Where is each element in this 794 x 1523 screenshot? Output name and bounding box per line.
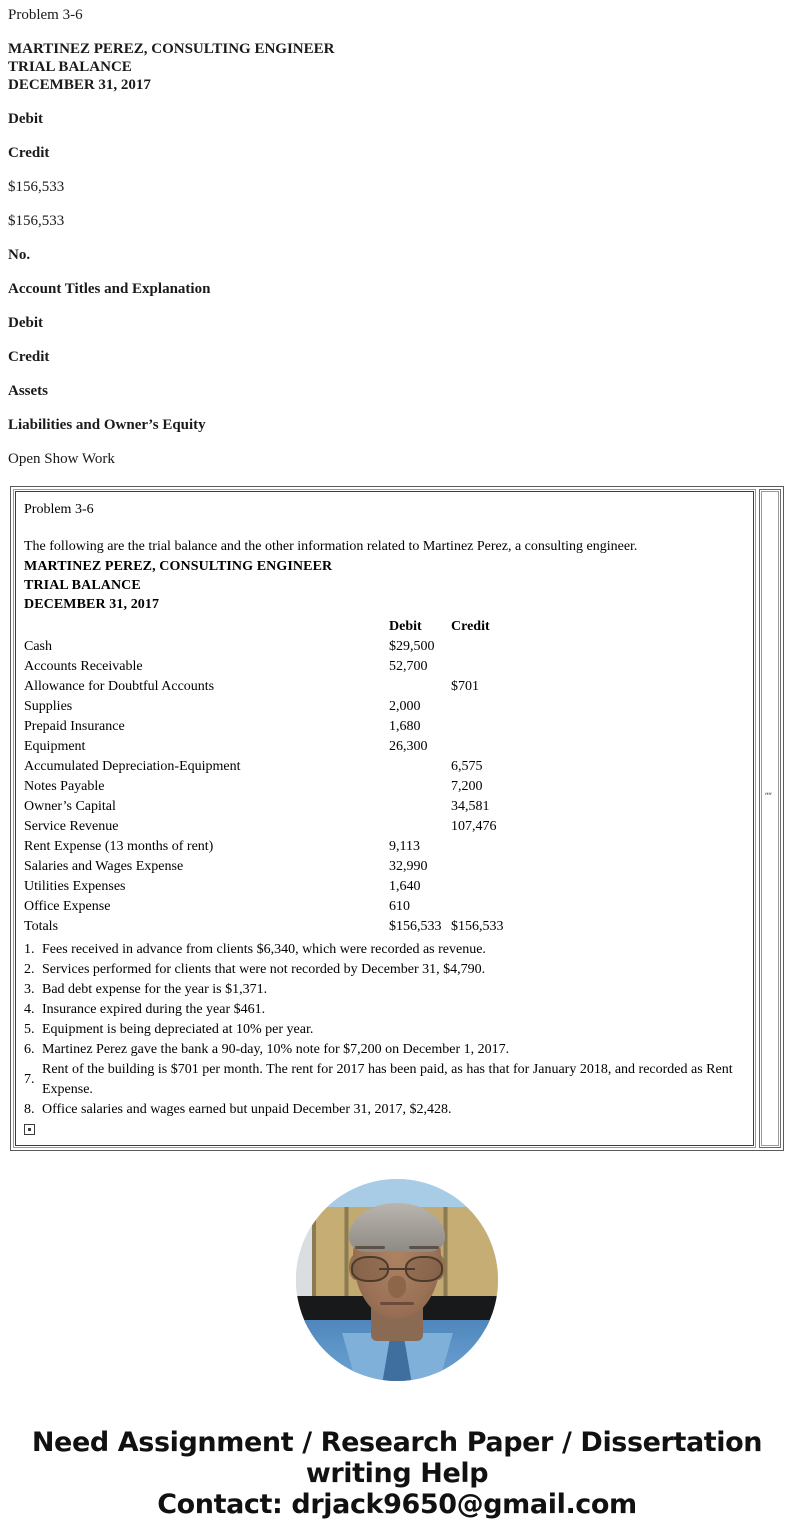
cell-account: Utilities Expenses — [24, 879, 126, 894]
outline-credit-label-2: Credit — [8, 349, 50, 365]
table-row — [24, 917, 531, 937]
avatar-eyebrow-right — [409, 1246, 439, 1249]
avatar-glasses-bridge — [379, 1268, 415, 1270]
list-item — [24, 960, 743, 980]
outline-assets-label: Assets — [8, 383, 48, 399]
cell-credit — [451, 657, 531, 677]
outline-heading-group — [8, 40, 794, 94]
list-item-number: 3. — [24, 982, 35, 997]
list-item-text: Services performed for clients that were not recorded by December 31, $4,790. — [42, 962, 486, 977]
doc-date: DECEMBER 31, 2017 — [24, 597, 160, 612]
list-item-text: Office salaries and wages earned but unpaid December 31, 2017, $2,428. — [42, 1102, 452, 1117]
doc-problem-title: Problem 3-6 — [24, 502, 94, 517]
cell-account: Supplies — [24, 699, 73, 714]
cell-credit: $156,533 — [451, 919, 504, 934]
cell-account: Owner’s Capital — [24, 799, 116, 814]
list-item — [24, 1040, 743, 1060]
cell-account: Totals — [24, 919, 59, 934]
list-item-number: 8. — [24, 1102, 35, 1117]
outline-company: MARTINEZ PEREZ, CONSULTING ENGINEER — [8, 41, 335, 57]
table-row — [24, 757, 531, 777]
cell-debit: $29,500 — [389, 639, 435, 654]
cell-debit — [389, 817, 451, 837]
list-item-text: Equipment is being depreciated at 10% per year. — [42, 1022, 314, 1037]
cell-account: Salaries and Wages Expense — [24, 859, 184, 874]
outline-liabilities-label: Liabilities and Owner’s Equity — [8, 417, 206, 433]
outline-statement: TRIAL BALANCE — [8, 59, 132, 75]
cell-credit — [451, 897, 531, 917]
table-row — [24, 637, 531, 657]
table-row — [24, 857, 531, 877]
end-of-content-marker — [24, 1124, 35, 1135]
problem-document-body — [15, 491, 754, 1146]
outline-no-label: No. — [8, 247, 31, 263]
cell-credit — [451, 737, 531, 757]
problem-document-frame — [10, 486, 784, 1151]
cell-debit: 32,990 — [389, 859, 428, 874]
cell-credit: 7,200 — [451, 779, 483, 794]
outline-credit-total: $156,533 — [8, 213, 65, 229]
list-item-text: Insurance expired during the year $461. — [42, 1002, 266, 1017]
document-scroll-rail-inner[interactable] — [761, 491, 779, 1146]
avatar-eyebrow-left — [355, 1246, 385, 1249]
list-item — [24, 980, 743, 1000]
doc-company: MARTINEZ PEREZ, CONSULTING ENGINEER — [24, 559, 333, 574]
outline-debit-label: Debit — [8, 111, 43, 127]
adjustments-list — [24, 940, 743, 1120]
list-item — [24, 1060, 743, 1100]
list-item-number: 6. — [24, 1042, 35, 1057]
cell-debit: $156,533 — [389, 919, 442, 934]
cell-account: Accumulated Depreciation-Equipment — [24, 759, 241, 774]
cell-account: Notes Payable — [24, 779, 105, 794]
col-debit: Debit — [389, 619, 422, 634]
list-item-text: Fees received in advance from clients $6,340, which were recorded as revenue. — [42, 942, 486, 957]
table-row — [24, 877, 531, 897]
table-row — [24, 737, 531, 757]
table-row — [24, 797, 531, 817]
list-item — [24, 940, 743, 960]
cell-credit — [451, 697, 531, 717]
outline-debit-total: $156,533 — [8, 179, 65, 195]
cell-account: Accounts Receivable — [24, 659, 143, 674]
outline-problem: Problem 3-6 — [8, 7, 83, 23]
cell-debit: 9,113 — [389, 839, 420, 854]
trial-balance-rows — [24, 637, 531, 937]
problem-document-frame-inner — [13, 489, 756, 1148]
list-item-number: 4. — [24, 1002, 35, 1017]
avatar-container — [0, 1179, 794, 1381]
table-row — [24, 817, 531, 837]
trial-balance-table — [24, 617, 531, 937]
cell-debit: 52,700 — [389, 659, 428, 674]
promo-line-2: writing Help — [305, 1458, 489, 1489]
cell-account: Allowance for Doubtful Accounts — [24, 679, 215, 694]
open-show-work-link[interactable]: Open Show Work — [8, 451, 115, 467]
cell-credit: 34,581 — [451, 799, 490, 814]
col-account — [24, 617, 389, 637]
cell-debit: 26,300 — [389, 739, 428, 754]
table-row — [24, 657, 531, 677]
cell-debit: 610 — [389, 899, 410, 914]
cell-credit — [451, 717, 531, 737]
rail-mark-glyph: ʺʺ — [765, 791, 772, 801]
list-item — [24, 1020, 743, 1040]
cell-credit: $701 — [451, 679, 479, 694]
list-item-text: Rent of the building is $701 per month. The rent for 2017 has been paid, as has that for January 2018, and recorded as Rent Expense. — [42, 1062, 733, 1097]
promo-line-3: Contact: drjack9650@gmail.com — [157, 1489, 637, 1520]
list-item — [24, 1100, 743, 1120]
cell-account: Rent Expense (13 months of rent) — [24, 839, 214, 854]
cell-credit — [451, 637, 531, 657]
list-item — [24, 1000, 743, 1020]
cell-debit — [389, 797, 451, 817]
cell-debit — [389, 757, 451, 777]
outline-date: DECEMBER 31, 2017 — [8, 77, 151, 93]
list-item-text: Martinez Perez gave the bank a 90-day, 10% note for $7,200 on December 1, 2017. — [42, 1042, 510, 1057]
cell-credit — [451, 877, 531, 897]
table-row — [24, 897, 531, 917]
list-item-number: 7. — [24, 1072, 35, 1087]
outline-credit-label: Credit — [8, 145, 50, 161]
promo-footer — [0, 1427, 794, 1520]
cell-debit: 1,640 — [389, 879, 421, 894]
promo-line-1: Need Assignment / Research Paper / Dissertation — [31, 1427, 763, 1458]
outline-account-titles-label: Account Titles and Explanation — [8, 281, 211, 297]
avatar-photo — [296, 1179, 498, 1381]
table-row — [24, 717, 531, 737]
list-item-number: 1. — [24, 942, 35, 957]
document-scroll-rail[interactable] — [759, 489, 781, 1148]
doc-intro-text: The following are the trial balance and the other information related to Martinez Perez, a consulting engineer. — [24, 539, 638, 554]
cell-account: Office Expense — [24, 899, 111, 914]
cell-debit: 1,680 — [389, 719, 421, 734]
cell-account: Service Revenue — [24, 819, 119, 834]
outline-section — [0, 0, 794, 468]
table-row — [24, 677, 531, 697]
cell-credit: 6,575 — [451, 759, 483, 774]
list-item-text: Bad debt expense for the year is $1,371. — [42, 982, 268, 997]
table-row — [24, 777, 531, 797]
col-credit: Credit — [451, 619, 490, 634]
list-item-number: 5. — [24, 1022, 35, 1037]
outline-debit-label-2: Debit — [8, 315, 43, 331]
cell-account: Prepaid Insurance — [24, 719, 125, 734]
cell-credit — [451, 837, 531, 857]
cell-debit — [389, 777, 451, 797]
table-row — [24, 837, 531, 857]
cell-debit — [389, 677, 451, 697]
doc-statement: TRIAL BALANCE — [24, 578, 141, 593]
cell-account: Equipment — [24, 739, 86, 754]
list-item-number: 2. — [24, 962, 35, 977]
table-header-row — [24, 617, 531, 637]
table-row — [24, 697, 531, 717]
cell-credit — [451, 857, 531, 877]
cell-credit: 107,476 — [451, 819, 497, 834]
cell-account: Cash — [24, 639, 52, 654]
cell-debit: 2,000 — [389, 699, 421, 714]
avatar-mouth — [380, 1302, 414, 1305]
